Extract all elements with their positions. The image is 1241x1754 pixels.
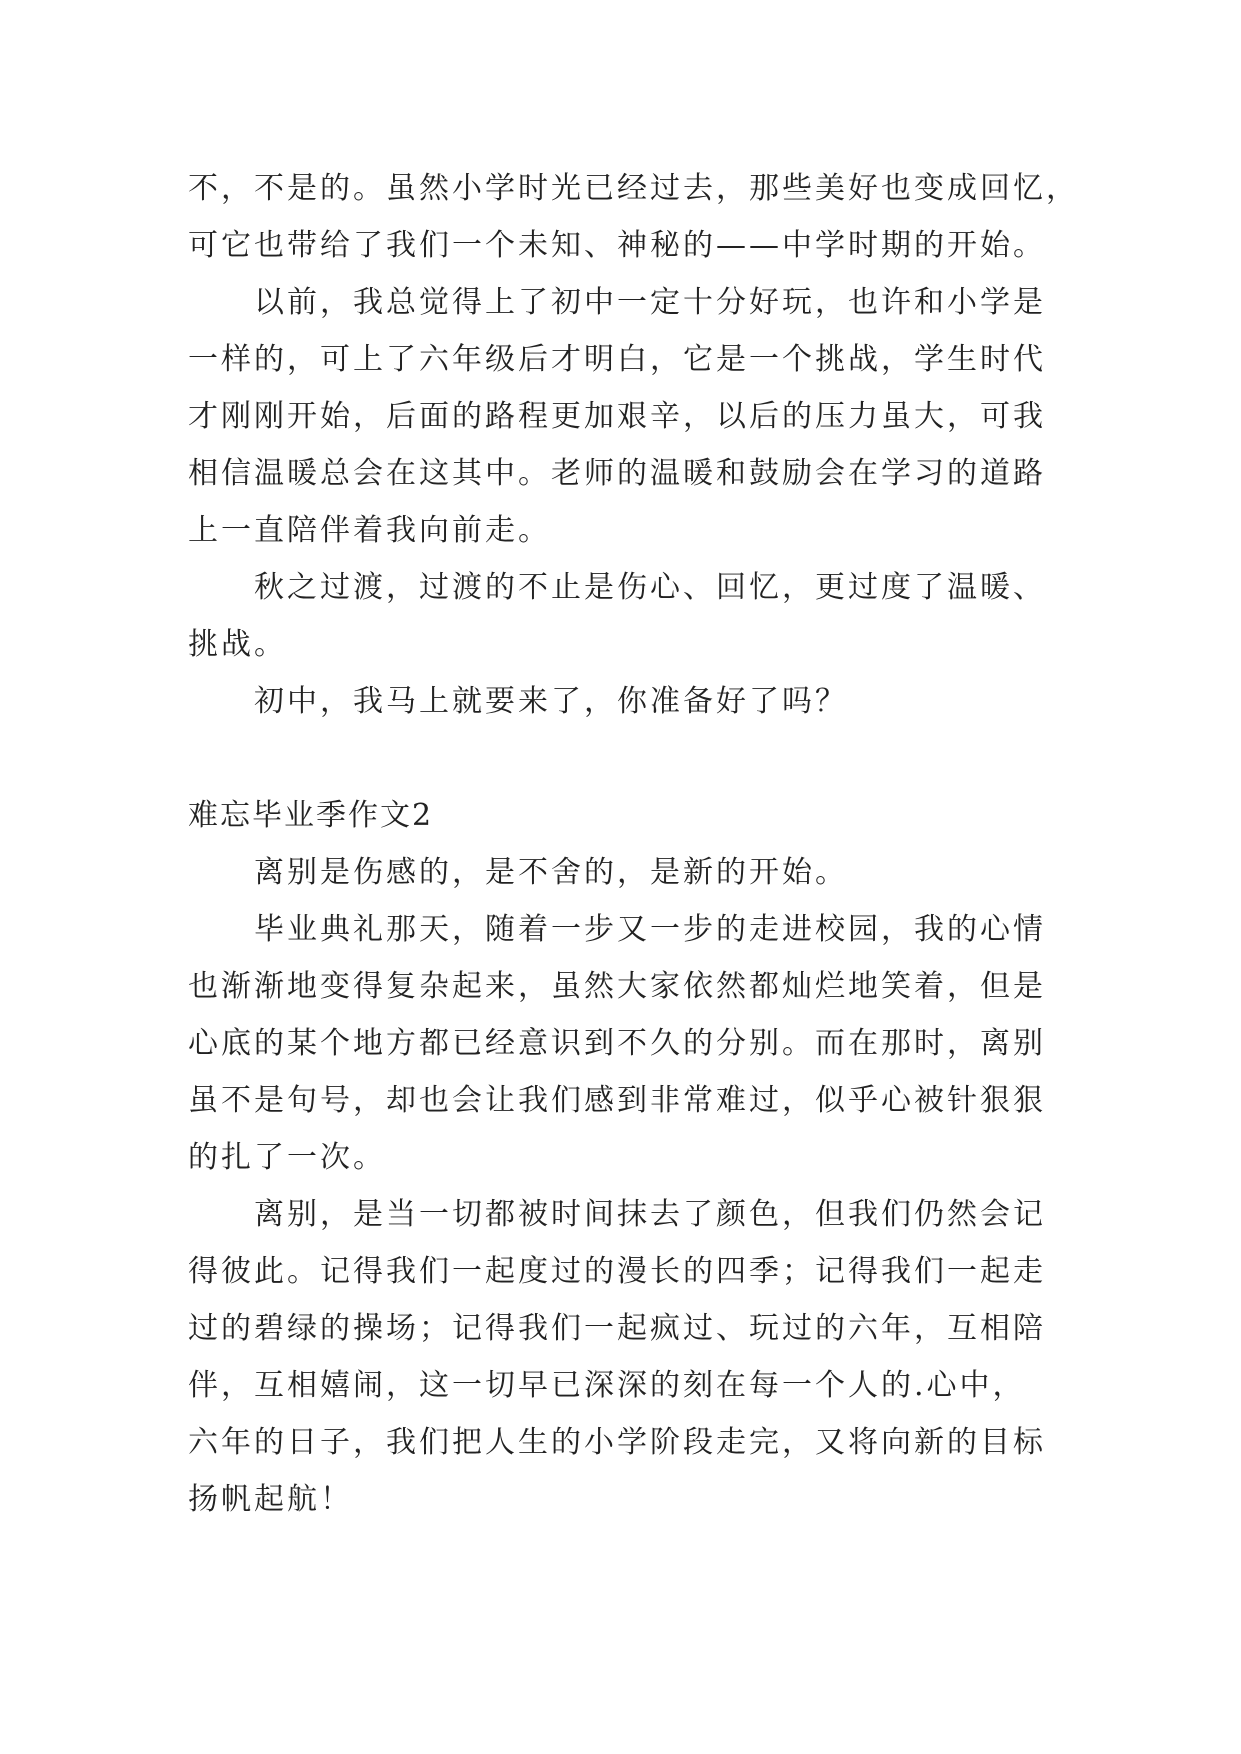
text-line: 的扎了一次。: [188, 1140, 386, 1175]
paragraph-start: 离别是伤感的，是不舍的，是新的开始。: [254, 855, 848, 890]
text-line: 得彼此。记得我们一起度过的漫长的四季；记得我们一起走: [188, 1254, 1046, 1289]
text-line: 扬帆起航！: [188, 1482, 353, 1517]
text-line: 才刚刚开始，后面的路程更加艰辛，以后的压力虽大，可我: [188, 399, 1046, 434]
paragraph-start: 离别，是当一切都被时间抹去了颜色，但我们仍然会记: [254, 1197, 1046, 1232]
paragraph-start: 以前，我总觉得上了初中一定十分好玩，也许和小学是: [254, 285, 1046, 320]
paragraph-start: 初中，我马上就要来了，你准备好了吗？: [254, 684, 848, 719]
text-line: 六年的日子，我们把人生的小学阶段走完，又将向新的目标: [188, 1425, 1046, 1460]
text-line: 心底的某个地方都已经意识到不久的分别。而在那时，离别: [188, 1026, 1046, 1061]
text-line: 上一直陪伴着我向前走。: [188, 513, 551, 548]
text-line: 也渐渐地变得复杂起来，虽然大家依然都灿烂地笑着，但是: [188, 969, 1046, 1004]
paragraph-start: 毕业典礼那天，随着一步又一步的走进校园，我的心情: [254, 912, 1046, 947]
paragraph-start: 秋之过渡，过渡的不止是伤心、回忆，更过度了温暖、: [254, 570, 1046, 605]
text-line: 相信温暖总会在这其中。老师的温暖和鼓励会在学习的道路: [188, 456, 1046, 491]
section-gap: [188, 730, 1068, 787]
essay-text: [188, 160, 1079, 1528]
text-line: 虽不是句号，却也会让我们感到非常难过，似乎心被针狠狠: [188, 1083, 1046, 1118]
text-line: 挑战。: [188, 627, 287, 662]
text-line: 不，不是的。虽然小学时光已经过去，那些美好也变成回忆，: [188, 171, 1079, 206]
text-line: 一样的，可上了六年级后才明白，它是一个挑战，学生时代: [188, 342, 1046, 377]
text-line: 可它也带给了我们一个未知、神秘的——中学时期的开始。: [188, 228, 1046, 263]
section-title: 难忘毕业季作文2: [188, 798, 434, 833]
text-line: 过的碧绿的操场；记得我们一起疯过、玩过的六年，互相陪: [188, 1311, 1046, 1346]
text-line: 伴，互相嬉闹，这一切早已深深的刻在每一个人的.心中，: [188, 1368, 1026, 1403]
